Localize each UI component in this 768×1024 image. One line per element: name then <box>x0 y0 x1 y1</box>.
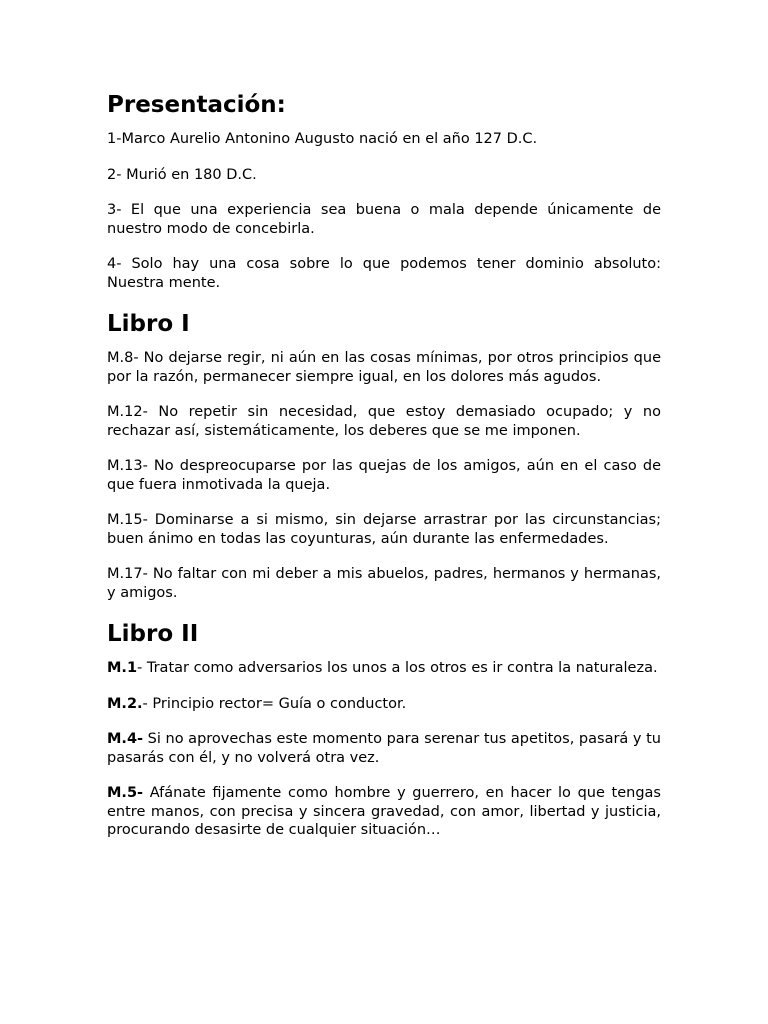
paragraph: M.12- No repetir sin necesidad, que estoy demasiado ocupado; y no rechazar así, sistemáticamente, los deberes que se me imponen. <box>107 404 661 439</box>
paragraph <box>107 784 661 840</box>
section-title-libro-i: Libro I <box>107 311 190 337</box>
paragraph <box>107 695 661 714</box>
paragraph <box>107 730 661 767</box>
paragraph <box>107 659 661 678</box>
maxim-text: Si no aprovechas este momento para serenar tus apetitos, pasará y tu pasarás con él, y no volverá otra vez. <box>107 731 661 766</box>
maxim-text: - Tratar como adversarios los unos a los otros es ir contra la naturaleza. <box>137 660 658 676</box>
paragraph: 4- Solo hay una cosa sobre lo que podemos tener dominio absoluto: Nuestra mente. <box>107 256 661 291</box>
maxim-label: M.4- <box>107 731 144 747</box>
section-title-presentacion: Presentación: <box>107 92 286 118</box>
maxim-label: M.5- <box>107 785 144 801</box>
maxim-text: Afánate fijamente como hombre y guerrero, en hacer lo que tengas entre manos, con precisa y sincera gravedad, con amor, libertad y justicia, procurando desasirte de cualquier situación… <box>107 785 661 838</box>
paragraph: M.8- No dejarse regir, ni aún en las cosas mínimas, por otros principios que por la razón, permanecer siempre igual, en los dolores más agudos. <box>107 350 661 385</box>
maxim-label: M.2. <box>107 695 143 712</box>
paragraph: 3- El que una experiencia sea buena o mala depende únicamente de nuestro modo de concebirla. <box>107 202 661 237</box>
paragraph: M.13- No despreocuparse por las quejas de los amigos, aún en el caso de que fuera inmotivada la queja. <box>107 458 661 493</box>
maxim-label: M.1 <box>107 660 138 676</box>
paragraph: M.15- Dominarse a si mismo, sin dejarse arrastrar por las circunstancias; buen ánimo en todas las coyunturas, aún durante las enfermedades. <box>107 512 661 547</box>
section-title-libro-ii: Libro II <box>107 621 199 647</box>
maxim-text: - Principio rector= Guía o conductor. <box>142 695 407 712</box>
paragraph: 2- Murió en 180 D.C. <box>107 166 257 183</box>
paragraph: 1-Marco Aurelio Antonino Augusto nació en el año 127 D.C. <box>107 131 538 147</box>
paragraph: M.17- No faltar con mi deber a mis abuelos, padres, hermanos y hermanas, y amigos. <box>107 566 661 601</box>
